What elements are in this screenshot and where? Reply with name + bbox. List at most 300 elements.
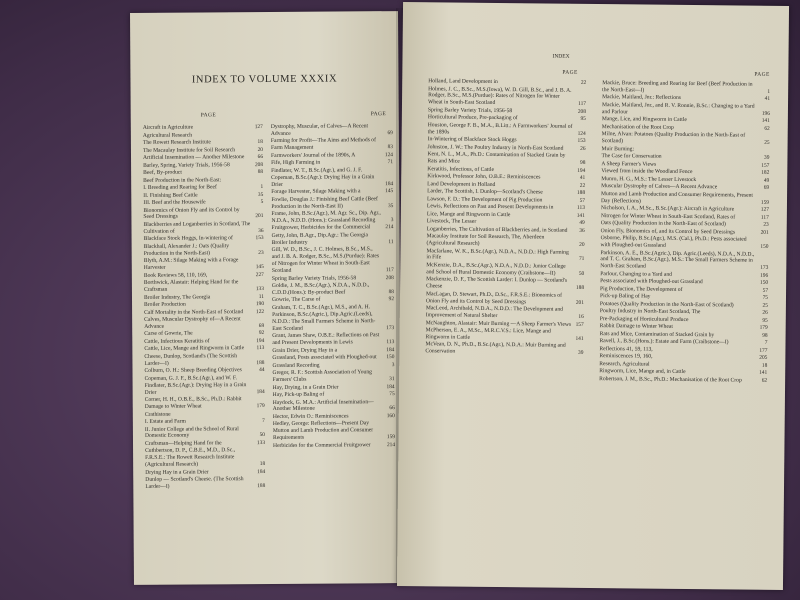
index-entry-text: Pick-up Baling of Hay (599, 293, 651, 300)
index-entry (599, 376, 767, 385)
index-entry-text: Grassland Recording (272, 362, 320, 369)
index-entry-page: 124 (577, 130, 586, 137)
index-entry-text: Pre-Packaging of Horticultural Produce (599, 315, 689, 323)
index-entry-page: 113 (576, 204, 585, 212)
index-entry-page: 113 (256, 345, 265, 352)
index-entry (143, 139, 263, 147)
index-entry-page: 88 (257, 169, 264, 176)
index-entry-page: 69 (387, 130, 393, 137)
index-entry-page: 188 (256, 359, 265, 366)
index-entry-page: 117 (760, 214, 769, 221)
index-entry-page: 23 (763, 221, 769, 228)
index-entry-text: Fruitgrower, Herbicides for the Commercial (271, 224, 371, 232)
index-entry (428, 122, 586, 137)
index-entry-page: 1 (260, 184, 264, 191)
index-entry-text: Goldie, J. M., B.Sc.(Agr.), N.D.A., N.D.D., C.D.D.(Hons.): By-product Beef (271, 282, 370, 296)
index-entry-text: Farming for Profit—The Aims and Methods of Farm Management (270, 137, 376, 152)
page-column-header-2: PAGE (370, 111, 387, 118)
index-entry-text: Poultry Industry in North-East Scotland, The (599, 308, 701, 316)
index-entry (426, 291, 584, 306)
index-entry (426, 305, 584, 320)
index-entry-page: 208 (577, 108, 586, 115)
index-entry-text: Lawson, F. D.: The Development of Pig Production (426, 195, 543, 204)
index-entry (143, 124, 263, 132)
index-entry (144, 330, 264, 338)
index-entry-page: 157 (575, 321, 584, 328)
index-entry (271, 210, 393, 225)
index-entry-page: 190 (255, 301, 265, 308)
index-entry-page: 184 (256, 388, 265, 395)
index-entry-text: II. Finishing Beef Cattle (143, 191, 198, 199)
index-entry-page: 141 (759, 370, 768, 377)
index-entry-text: Borthwick, Alastair: Helping Hand for the Craftsman (143, 279, 239, 293)
index-entry-page: 188 (575, 285, 585, 292)
index-entry-page: 201 (760, 229, 769, 236)
index-entry-text: Kent, N. L., M.A., Ph.D.: Contamination of Stacked Grain by Rats and Mice (427, 151, 566, 165)
index-entry-page: 41 (579, 174, 586, 182)
index-entry-text: Muscular Dystrophy of Calves—A Recent Advance (601, 183, 718, 191)
index-entry-text: Pests associated with Ploughed-out Grassland (600, 278, 703, 286)
index-entry-page: 145 (255, 264, 264, 271)
index-entry-page: 188 (257, 483, 266, 490)
index-entry (271, 152, 393, 160)
index-entry (145, 447, 265, 469)
index-entry (271, 159, 393, 167)
index-entry-page: 23 (258, 249, 264, 256)
index-entry-page: 69 (763, 185, 770, 192)
right-page-column-2 (599, 80, 770, 385)
index-entry-text: Colburn, O. H.: Sheep Breeding Objectives (144, 367, 242, 375)
index-entry-text: Agricultural Research (142, 132, 193, 139)
index-entry (426, 248, 584, 263)
index-entry-page: 20 (257, 146, 263, 153)
index-entry (426, 327, 584, 342)
index-entry (272, 332, 394, 347)
index-entry-page: 95 (580, 116, 586, 123)
index-entry-text: Haydock, G. M.A.: Artificial Insemination—Another Milestone (272, 398, 374, 413)
index-entry-page: 3 (390, 217, 394, 224)
index-entry (272, 246, 394, 274)
page-column-header-1: PAGE (200, 112, 217, 119)
index-entry (145, 440, 265, 448)
index-entry-page: 16 (578, 313, 584, 320)
index-entry-page: 196 (760, 272, 769, 279)
index-entry-page: 153 (577, 138, 586, 145)
index-entry (272, 297, 394, 305)
index-entry-text: Reminiscences 19, 160, (599, 353, 653, 360)
index-entry-text: Rabbit Damage to Winter Wheat (599, 323, 673, 331)
index-entry (145, 411, 265, 419)
index-entry (272, 282, 394, 297)
index-entry-text: Spring Barley Variety Trials, 1956-58 (271, 274, 357, 282)
index-entry (426, 277, 584, 292)
index-entry-text: Dystrophy, Muscular, of Calves—A Recent Advance (270, 123, 369, 137)
index-entry-page: 11 (258, 293, 265, 300)
index-entry-text: Kirkwood, Professor John, O.B.E.: Reminiscences (427, 173, 541, 181)
index-entry-page: 196 (761, 110, 770, 117)
index-entry-page: 57 (579, 197, 586, 204)
index-entry (143, 132, 263, 140)
index-entry-text: Calves, Muscular Dystrophy of—A Recent Advance (144, 316, 241, 330)
index-entry (427, 233, 585, 248)
index-entry-page: 98 (579, 159, 586, 167)
index-entry-text: Spring Barley Variety Trials, 1956-58 (427, 107, 513, 114)
index-entry (273, 442, 395, 450)
index-entry-page: 62 (761, 377, 768, 384)
index-entry-text: Potatoes (Quality Production in the North-East of Scotland) (599, 300, 734, 309)
index-entry-page: 66 (389, 405, 395, 412)
index-entry-text: Lewis, Reflections on Past and Present Developments in (426, 203, 554, 211)
index-entry (144, 301, 264, 309)
index-entry (271, 188, 393, 196)
index-entry-text: Mutton and Lamb Production and Consumer Requirements, Present Day (Reflections) (600, 190, 754, 205)
index-entry-page: 214 (386, 441, 396, 448)
index-entry-text: Forage Harvester, Silage Making with a (271, 188, 361, 196)
index-entry-page: 150 (386, 354, 395, 361)
index-entry-text: Pig Production, The Development of (600, 285, 683, 293)
index-entry-text: Research, Agricultural (599, 360, 650, 368)
index-entry-text: Cattle, Lice, Mange and Ringworm in Cattle (144, 345, 245, 353)
index-entry (143, 184, 263, 192)
index-entry-page: 160 (386, 413, 395, 420)
left-page (130, 11, 402, 585)
index-entry-page: 117 (578, 101, 587, 108)
index-entry-page: 92 (388, 296, 395, 303)
index-entry-text: Blackface Stock Hoggs, In-wintering of (143, 235, 233, 243)
index-entry-text: III. Beef and the Housewife (143, 199, 206, 206)
index-entry-page: 62 (764, 125, 770, 132)
index-entry (143, 154, 263, 162)
index-entry-text: Nitrogen for Winter Wheat in South-East Scotland, Rates of (600, 212, 736, 221)
index-entry (273, 399, 395, 414)
index-entry (272, 354, 394, 362)
index-entry (602, 131, 770, 147)
index-entry-page: 182 (761, 169, 770, 177)
index-entry-text: Grant, James Shaw, O.B.E.: Reflections on Past and Present Developments in Lewis (272, 332, 380, 347)
index-entry (144, 309, 264, 317)
index-entry (145, 426, 265, 441)
index-entry (143, 162, 263, 170)
index-entry-text: Artificial Insemination — Another Milestone (142, 154, 245, 161)
index-entry-text: Broiler Industry, The Georgia (143, 293, 211, 301)
index-entry-text: Land Development in Holland (427, 180, 496, 188)
index-entry-text: Holmes, J. C., B.Sc., M.S.(Iowa), W. D. Gill, B.Sc., and J. B. A. Rodger, B.Sc., M.S.(Purdue): Rates of Nitrogen for Winter Wheat in South-East Scotland (427, 85, 572, 107)
index-entry-page: 66 (257, 154, 264, 161)
left-page-column-2 (271, 123, 395, 450)
index-entry-page: 49 (763, 177, 770, 184)
index-entry-page: 179 (759, 325, 768, 332)
index-entry (145, 476, 265, 491)
index-entry-text: Blyth, A.M.: Silage Making with a Forage Harvester (143, 257, 239, 271)
index-entry-page: 205 (759, 355, 768, 362)
index-entry-page: 35 (387, 202, 394, 209)
index-entry-text: Hay, Pick-up Baling of (272, 391, 325, 398)
index-entry-text: Findlater, W. T., B.Sc.(Agr.), and G. J. F. Copeman, B.Sc.(Agr.): Drying Hay in a Grain Drier (271, 167, 375, 188)
index-entry-text: Gill, W. D., B.Sc., J. C. Holmes, B.Sc., M.S., and J. B. A. Rodger, B.Sc., M.S.(Purdue): Rates of Nitrogen for Winter Wheat in South-East Scotland (271, 246, 380, 275)
index-entry-text: McPherson, E. A., M.Sc., M.R.C.V.S.: Lice, Mange and Ringworm in Cattle (425, 327, 551, 341)
index-entry-text: Hay, Drying, in a Grain Drier (272, 383, 339, 391)
index-entry-page: 179 (256, 403, 265, 410)
index-entry-text: Lice, Mange and Ringworm in Cattle (426, 210, 511, 218)
right-page-column-header-1: PAGE (562, 69, 578, 76)
index-entry-page: 133 (255, 286, 264, 293)
index-entry-text: Livestock, The Lesser (426, 218, 477, 225)
index-entry-page: 184 (386, 346, 395, 353)
index-entry (426, 262, 584, 277)
index-entry-text: Ringworm, Lice, Mange and, in Cattle (599, 368, 686, 376)
index-entry (144, 338, 264, 346)
index-entry-page: 117 (385, 267, 394, 274)
index-entry-page: 75 (389, 391, 395, 398)
index-entry (143, 207, 263, 222)
index-entry (272, 362, 394, 370)
index-entry-text: MacLagan, D. Stewart, Ph.D., D.Sc., F.R.S.E.: Bionomics of Onion Fly and its Control by Seed Dressings (425, 291, 563, 305)
index-entry-page: 31 (389, 376, 395, 383)
index-entry-page: 208 (385, 274, 394, 281)
index-entry-text: Frame, John, B.Sc.(Agr.), M. Agr. Sc., Dip. Agr., N.D.A., N.D.D. (Hons.): Grassland Recording (271, 210, 381, 224)
right-page (397, 2, 789, 590)
index-entry-text: Craftsman—Helping Hand for the (144, 440, 222, 447)
index-entry-page: 3 (391, 361, 395, 368)
index-entry-page: 133 (256, 439, 266, 447)
index-entry-page: 18 (761, 362, 768, 369)
index-entry (143, 221, 263, 236)
index-entry-page: 214 (385, 224, 394, 231)
index-entry (273, 421, 395, 443)
index-entry-text: Keratitis, Infectious, of Cattle (427, 165, 494, 173)
index-entry (143, 177, 263, 185)
index-entry-page: 122 (255, 308, 265, 315)
index-entry-page: 41 (764, 96, 771, 103)
index-entry (271, 196, 393, 211)
index-entry (272, 275, 394, 283)
index-entry-text: Macaulay Institute for Soil Research, The, Aberdeen (Agricultural Research) (426, 233, 545, 247)
index-entry-text: Copeman, G. J. F., B.Sc.(Agr.), and W. F. Findlater, B.Sc.(Agr.): Drying Hay in a Grain Drier (144, 375, 247, 396)
index-entry-text: Munro, H. G., M.S.: The Lesser Livestock (601, 175, 697, 183)
index-entry (273, 369, 395, 384)
index-entry (143, 169, 263, 177)
index-entry-page: 227 (255, 271, 264, 278)
index-entry-page: 194 (577, 167, 586, 174)
index-entry (600, 250, 768, 272)
index-entry-page: 113 (386, 339, 395, 346)
index-entry-text: II. Junior College and the School of Rural Domestic Economy (144, 425, 239, 440)
index-entry-text: Mackie, Bruce: Breeding and Rearing for Beef (Beef Production in the North-East—I) (602, 80, 753, 94)
index-entry-text: Rats and Mice, Contamination of Stacked Grain by (599, 330, 715, 339)
index-entry-page: 36 (579, 227, 585, 234)
index-entry-text: Reflections 41, 59, 113, (599, 345, 653, 353)
index-entry-text: McVean, D. N., Ph.D., B.Sc.(Agr.), N.D.A.: Muir Burning and Conservation (425, 341, 566, 355)
index-entry (144, 272, 264, 280)
index-entry-text: Mackenzie, D. F., The Scottish Larder: I. Dunlop — Scotland's Cheese (426, 276, 568, 290)
index-entry-page: 145 (385, 188, 394, 195)
index-entry-page: 22 (580, 79, 587, 86)
index-entry-page: 194 (256, 337, 265, 345)
index-entry-page: 159 (760, 199, 770, 206)
index-entry-text: Carse of Gowrie, The (144, 330, 193, 338)
index-entry-text: Herbicides for the Commercial Fruitgrower (273, 441, 371, 449)
index-entry-text: Onion Fly, Bionomics of, and its Control by Seed Dressings (600, 227, 736, 236)
index-entry-text: A Sheep Farmer's Views (601, 160, 657, 168)
index-entry-text: Drying Hay in a Grain Drier (145, 469, 209, 476)
index-entry-text: Fife, High Farming in (271, 159, 321, 167)
index-entry-page: 159 (386, 434, 395, 441)
index-entry (602, 102, 770, 118)
index-entry (144, 235, 264, 243)
index-entry-text: MacLeod, Archibald, N.D.A., N.D.D.: The Development and Improvement of Natural Shelter (425, 305, 563, 320)
index-entry-page: 184 (386, 383, 395, 390)
index-entry-page: 71 (578, 256, 585, 263)
index-entry (273, 384, 395, 392)
index-entry-page: 49 (579, 219, 585, 227)
index-entry (272, 304, 394, 332)
index-entry-page: 71 (387, 159, 394, 166)
index-entry-page: 26 (762, 310, 768, 317)
index-entry-text: Barley, Spring, Variety Trials, 1956-58 (143, 161, 230, 169)
index-entry (272, 347, 394, 355)
index-entry-text: Calf Mortality in the North-East of Scotland (144, 308, 244, 316)
index-entry-text: Aircraft in Agriculture (142, 124, 194, 131)
index-entry (144, 316, 264, 331)
index-entry (602, 80, 770, 96)
index-entry-page: 141 (575, 335, 584, 342)
index-entry-text: Beef Production in the North-East: (143, 176, 222, 184)
index-entry (144, 279, 264, 294)
index-entry-text: Hector, Edwin O.: Reminiscences (272, 413, 349, 420)
index-entry-page: 18 (257, 139, 263, 146)
index-entry-page: 18 (259, 461, 266, 468)
index-entry-text: I. Breeding and Rearing for Beef (143, 184, 217, 191)
index-entry-text: Book Reviews 58, 110, 169, (143, 272, 208, 279)
index-entry-text: Robertson, J. M., B.Sc., Ph.D.: Mechanisation of the Root Crop (599, 375, 742, 384)
index-entry-page: 201 (255, 213, 264, 220)
index-entry-page: 22 (579, 182, 586, 189)
index-entry-text: Cheese, Dunlop, Scotland's (The Scottish Larder—I) (144, 353, 238, 367)
index-entry-page: 173 (760, 265, 769, 272)
index-entry-page: 25 (764, 140, 770, 147)
index-entry-text: Ravell, J., B.Sc.(Hons.): Estate and Farm (Craibstone—I) (599, 338, 729, 346)
index-entry-text: Farmworkers' Journal of the 1890s, A (270, 152, 356, 159)
index-entry (144, 257, 264, 272)
index-entry-page: 127 (254, 124, 263, 131)
index-entry-page: 75 (762, 295, 769, 302)
index-entry-text: Cuthbertson, D. P., C.B.E., M.D., D.Sc., F.R.S.E.: The Rowett Research Institute (Agricultural Research) (145, 447, 236, 469)
index-entry (425, 342, 583, 357)
index-entry-text: Crathistone (144, 411, 171, 418)
index-entry-page: 35 (257, 191, 264, 198)
index-entry (272, 232, 394, 247)
index-entry-page: 124 (384, 151, 394, 158)
index-entry-text: Nicholson, I. A., M.Sc., B.Sc.(Agr.): Aircraft in Agriculture (600, 205, 735, 213)
index-entry-page: 157 (761, 162, 770, 169)
index-entry-text: Gowrie, The Carse of (271, 297, 321, 304)
index-entry-page: 141 (576, 212, 585, 219)
index-entry-text: Mechanisation of the Root Crop (601, 123, 674, 131)
index-entry-text: Blackberries and Loganberries in Scotland, The Cultivation of (143, 221, 251, 235)
right-page-column-1 (425, 78, 586, 358)
index-entry-page: 39 (577, 350, 584, 357)
right-page-column-header-2: PAGE (754, 71, 770, 78)
index-entry-page: 141 (761, 118, 770, 125)
index-entry-text: Blackhall, Alexander J.: Oats (Quality Production in the North-East) (143, 243, 230, 257)
index-entry (144, 367, 264, 375)
index-entry (143, 147, 263, 155)
index-entry-text: Dunlop — Scotland's Cheese. (The Scottish Larder—I) (145, 476, 244, 491)
index-entry-page: 127 (760, 206, 769, 213)
index-entry (600, 235, 768, 251)
index-entry-text: Broiler Production (144, 301, 186, 308)
index-entry-text: Loganberries, The Cultivation of Blackberries and, in Scotland (426, 225, 568, 234)
index-entry-page: 150 (760, 243, 769, 250)
index-entry-text: Muir Burning: (601, 145, 635, 153)
index-entry-text: McKenzie, D.A., B.Sc.(Agr.), N.D.A., N.D.D.: Junior College and School of Rural Domestic Economy (Craibstone—II) (426, 262, 566, 277)
index-entry-page: 188 (576, 189, 586, 197)
index-entry-text: The Rowett Research Institute (142, 139, 211, 146)
index-entry-text: Grassland, Posts associated with Ploughed-out (272, 354, 377, 362)
index-entry (271, 123, 393, 138)
index-entry-page: 11 (388, 238, 394, 245)
index-entry-page: 88 (388, 289, 394, 296)
index-entry-text: Fowlie, Douglas J.: Finishing Beef Cattle (Beef Production in the North-East II) (271, 195, 378, 210)
index-entry-text: The Macaulay Institute for Soil Research (142, 146, 236, 154)
index-entry-text: In-Wintering of Blackface Stock Hoggs (427, 136, 517, 144)
index-entry-page: 25 (762, 302, 768, 309)
index-entry-page: 50 (578, 270, 585, 277)
index-entry (427, 151, 585, 166)
index-entry-text: Beef, By-product (143, 169, 182, 176)
index-entry-page: 83 (387, 144, 393, 151)
index-entry (144, 243, 264, 258)
index-entry (428, 86, 586, 108)
index-entry-page: 208 (254, 161, 264, 168)
index-entry-page: 92 (258, 330, 265, 337)
index-entry-text: Parkinson, A. E., B.Sc.(Agric.), Dip. Agric.(Leeds), N.D.A., N.D.D., and T. C. Graham, B.Sc.(Agr.), M.S.: The Small Farmers Scheme in North-East Scotland (600, 249, 755, 270)
index-entry-page: 36 (258, 227, 264, 234)
index-entry-page: 173 (386, 324, 395, 331)
index-entry-page: 69 (258, 322, 265, 329)
index-entry-page: 20 (579, 241, 585, 248)
index-entry (144, 345, 264, 353)
index-entry-text: Hedley, George: Reflections—Present Day Mutton and Lamb Production and Consumer Requirements (272, 420, 374, 442)
left-page-column-1 (143, 124, 266, 492)
index-entry-text: Viewed from inside the Woodland Fence (601, 168, 693, 176)
index-entry (273, 391, 395, 399)
index-entry-text: The Case for Conservation (601, 153, 662, 160)
index-entry-text: Horticultural Produce, Pre-packaging of (427, 114, 518, 122)
index-entry-page: 7 (262, 418, 265, 425)
index-entry (271, 167, 393, 189)
index-entry-text: Cattle, Infectious Keratitis of (144, 338, 210, 345)
index-entry-text: Graham, T. C., B.Sc.(Agr.), M.S., and A. H. Parkinson, B.Sc.(Agric.), Dip.Agric.(Leeds), N.D.D.: The Small Farmers Scheme in North-East Scotland (272, 304, 376, 332)
index-entry (144, 294, 264, 302)
index-entry-text: Corner, H. H., O.B.E., B.Sc., Ph.D.: Rabbit Damage to Winter Wheat (144, 396, 242, 410)
index-entry-text: Mackie, Maitland, Jnr.: Reflections (602, 94, 682, 102)
index-entry-text: Johnston, J. W.: The Poultry Industry in North-East Scotland (427, 143, 564, 152)
index-entry-text: Mackie, Maitland, Jnr., and R. V. Ronnie, B.Sc.: Changing to a Yard and Parlour (601, 101, 755, 116)
index-entry (143, 199, 263, 207)
index-entry-page: 1 (767, 88, 771, 95)
right-page-header: INDEX (552, 53, 570, 60)
index-entry-page: 5 (260, 199, 264, 206)
index-entry (145, 418, 265, 426)
index-entry (144, 353, 264, 368)
index-entry (601, 191, 769, 207)
index-entry-text: I. Estate and Farm (144, 418, 186, 425)
index-entry-page: 201 (575, 299, 584, 306)
index-entry-text: Oats (Quality Production in the North-East of Scotland) (600, 220, 726, 228)
index-entry-text: Bionomics of Onion Fly and its Control by Seed Dressings (143, 206, 240, 221)
index-entry-text: Macfarlane, W. K., B.Sc.(Agr.), N.D.A., N.D.D.: High Farming in Fife (426, 247, 569, 261)
